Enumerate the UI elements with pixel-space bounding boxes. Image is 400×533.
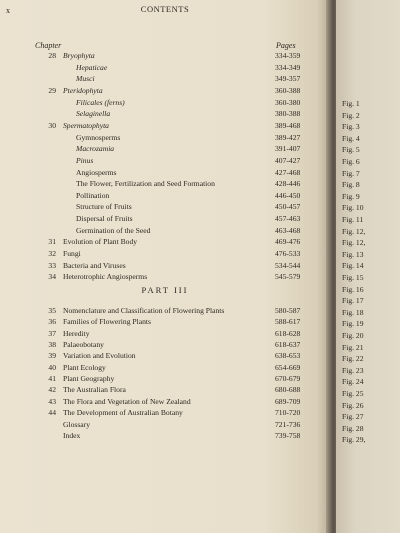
page-range: 689-709	[275, 396, 301, 406]
entry-title: Dispersal of Fruits	[76, 214, 133, 224]
page-range: 680-688	[275, 385, 301, 395]
entry-title: Fungi	[63, 249, 81, 259]
toc-entry	[0, 133, 330, 143]
figure-label: Fig. 26	[342, 400, 364, 410]
toc-entry	[0, 156, 330, 166]
entry-title: Variation and Evolution	[63, 351, 136, 361]
figure-label: Fig. 2	[342, 110, 360, 120]
toc-entry	[0, 74, 330, 84]
page-range: 389-468	[275, 120, 301, 130]
figure-label: Fig. 4	[342, 133, 360, 143]
page-range: 428-446	[275, 179, 301, 189]
part-heading: PART III	[141, 285, 189, 295]
chapter-number: 31	[48, 237, 56, 247]
entry-title: Nomenclature and Classification of Flowering Plants	[63, 306, 225, 315]
chapter-number: 30	[48, 120, 56, 130]
toc-entry	[0, 191, 330, 201]
entry-title: The Flower, Fertilization and Seed Formation	[76, 179, 215, 189]
toc-entry	[0, 179, 330, 189]
chapter-number: 28	[48, 51, 56, 60]
page-range: 407-427	[275, 155, 301, 165]
chapter-number: 36	[48, 317, 56, 327]
figure-label: Fig. 1	[342, 99, 360, 108]
figure-label: Fig. 22	[342, 354, 364, 364]
entry-title: Spermatophyta	[63, 120, 109, 130]
chapter-number: 38	[48, 340, 56, 350]
chapter-number: 44	[48, 408, 56, 418]
toc-entry	[0, 109, 330, 119]
figure-label: Fig. 12,	[342, 226, 366, 236]
toc-entry	[0, 317, 330, 327]
page-range: 638-653	[275, 351, 301, 361]
page-range: 380-388	[275, 109, 301, 119]
figure-label: Fig. 9	[342, 191, 360, 201]
figure-label: Fig. 5	[342, 145, 360, 155]
entry-title: Germination of the Seed	[76, 225, 151, 235]
chapter-number: 33	[48, 260, 56, 270]
page-range: 588-617	[275, 317, 301, 327]
toc-entry	[0, 63, 330, 73]
page-range: 446-450	[275, 190, 301, 200]
figure-label: Fig. 15	[342, 273, 364, 282]
chapter-number: 35	[48, 306, 56, 315]
chapter-number: 41	[48, 374, 56, 384]
figure-label: Fig. 18	[342, 307, 364, 317]
page-range: 360-380	[275, 97, 301, 107]
page-range: 334-349	[275, 62, 301, 72]
chapter-number: 42	[48, 385, 56, 395]
toc-entry	[0, 144, 330, 154]
figure-label: Fig. 28	[342, 423, 364, 433]
figure-label: Fig. 24	[342, 377, 364, 387]
contents-title: CONTENTS	[140, 4, 190, 14]
page-range: 654-669	[275, 362, 301, 372]
toc-entry	[0, 249, 330, 259]
entry-title: Glossary	[63, 419, 90, 429]
toc-entry	[0, 340, 330, 350]
entry-title: Plant Geography	[63, 374, 115, 384]
toc-entry	[0, 168, 330, 178]
page-range: 469-476	[275, 237, 301, 247]
figure-label: Fig. 29,	[342, 435, 366, 445]
chapter-number: 32	[48, 249, 56, 259]
figure-label: Fig. 3	[342, 122, 360, 132]
figure-label: Fig. 6	[342, 157, 360, 166]
page-range: 334-359	[275, 51, 301, 60]
toc-entry	[0, 226, 330, 236]
figure-label: Fig. 12,	[342, 238, 366, 248]
page-range: 457-463	[275, 214, 301, 224]
figure-label: Fig. 17	[342, 296, 364, 306]
entry-title: Bacteria and Viruses	[63, 260, 126, 270]
chapter-number: 34	[48, 272, 56, 282]
toc-entry	[0, 202, 330, 212]
toc-entry	[0, 306, 330, 316]
chapter-number: 29	[48, 85, 56, 95]
page-range: 721-736	[275, 419, 301, 429]
pages-column-header: Pages	[276, 41, 296, 50]
toc-entry	[0, 272, 330, 282]
toc-entry	[0, 86, 330, 96]
toc-entry	[0, 363, 330, 373]
page-range: 545-579	[275, 272, 301, 282]
page-range: 534-544	[275, 260, 301, 270]
page-range: 739-758	[275, 430, 301, 440]
entry-title: Gymnosperms	[76, 132, 121, 142]
figure-label: Fig. 7	[342, 168, 360, 178]
toc-entry	[0, 237, 330, 247]
entry-title: The Flora and Vegetation of New Zealand	[63, 396, 191, 406]
toc-entry	[0, 408, 330, 418]
chapter-number: 40	[48, 362, 56, 372]
toc-entry	[0, 329, 330, 339]
entry-title: Pollination	[76, 190, 110, 200]
figure-label: Fig. 27	[342, 412, 364, 422]
entry-title: Evolution of Plant Body	[63, 237, 138, 247]
chapter-number: 43	[48, 396, 56, 406]
entry-title: Heredity	[63, 328, 90, 338]
figure-label: Fig. 25	[342, 389, 364, 398]
entry-title: Selaginella	[76, 109, 111, 119]
figure-label: Fig. 21	[342, 342, 364, 352]
figure-label: Fig. 19	[342, 319, 364, 329]
toc-entry	[0, 121, 330, 131]
page-range: 391-407	[275, 144, 301, 154]
page-range: 710-720	[275, 408, 301, 418]
entry-title: Hepaticae	[76, 62, 108, 72]
entry-title: Pteridophyta	[63, 85, 103, 95]
toc-entry	[0, 420, 330, 430]
entry-title: Plant Ecology	[63, 362, 106, 372]
figure-label: Fig. 13	[342, 249, 364, 259]
chapter-number: 39	[48, 351, 56, 361]
entry-title: The Australian Flora	[63, 385, 126, 395]
figure-label: Fig. 10	[342, 203, 364, 213]
entry-title: Pinus	[76, 155, 94, 165]
figure-label: Fig. 14	[342, 261, 364, 271]
toc-entry	[0, 51, 330, 61]
page-range: 670-679	[275, 374, 301, 384]
chapter-column-header: Chapter	[35, 41, 62, 50]
figure-label: Fig. 20	[342, 331, 364, 340]
page-range: 389-427	[275, 132, 301, 142]
figure-label: Fig. 11	[342, 215, 364, 224]
page-range: 360-388	[275, 85, 301, 95]
entry-title: Index	[63, 430, 81, 440]
entry-title: Musci	[76, 74, 95, 84]
entry-title: Heterotrophic Angiosperms	[63, 272, 148, 282]
page-range: 427-468	[275, 167, 301, 177]
page-range: 463-468	[275, 225, 301, 235]
toc-entry	[0, 431, 330, 441]
page-range: 476-533	[275, 249, 301, 259]
toc-entry	[0, 374, 330, 384]
page-number: x	[6, 6, 10, 15]
entry-title: The Development of Australian Botany	[63, 408, 183, 418]
chapter-number: 37	[48, 328, 56, 338]
entry-title: Structure of Fruits	[76, 202, 132, 212]
figure-label: Fig. 23	[342, 365, 364, 375]
page-range: 618-628	[275, 328, 301, 338]
figure-label: Fig. 16	[342, 284, 364, 294]
right-page	[336, 0, 400, 533]
toc-entry	[0, 385, 330, 395]
entry-title: Filicales (ferns)	[76, 97, 125, 107]
entry-title: Angiosperms	[76, 167, 117, 177]
page-range: 618-637	[275, 340, 301, 350]
entry-title: Bryophyta	[63, 51, 95, 60]
page-range: 580-587	[275, 306, 301, 315]
toc-entry	[0, 98, 330, 108]
page-range: 349-357	[275, 74, 301, 84]
figure-label: Fig. 8	[342, 180, 360, 190]
toc-entry	[0, 214, 330, 224]
entry-title: Macrozamia	[76, 144, 115, 154]
toc-entry	[0, 261, 330, 271]
entry-title: Families of Flowering Plants	[63, 317, 151, 327]
page-range: 450-457	[275, 202, 301, 212]
entry-title: Palaeobotany	[63, 340, 104, 350]
toc-entry	[0, 351, 330, 361]
toc-entry	[0, 397, 330, 407]
